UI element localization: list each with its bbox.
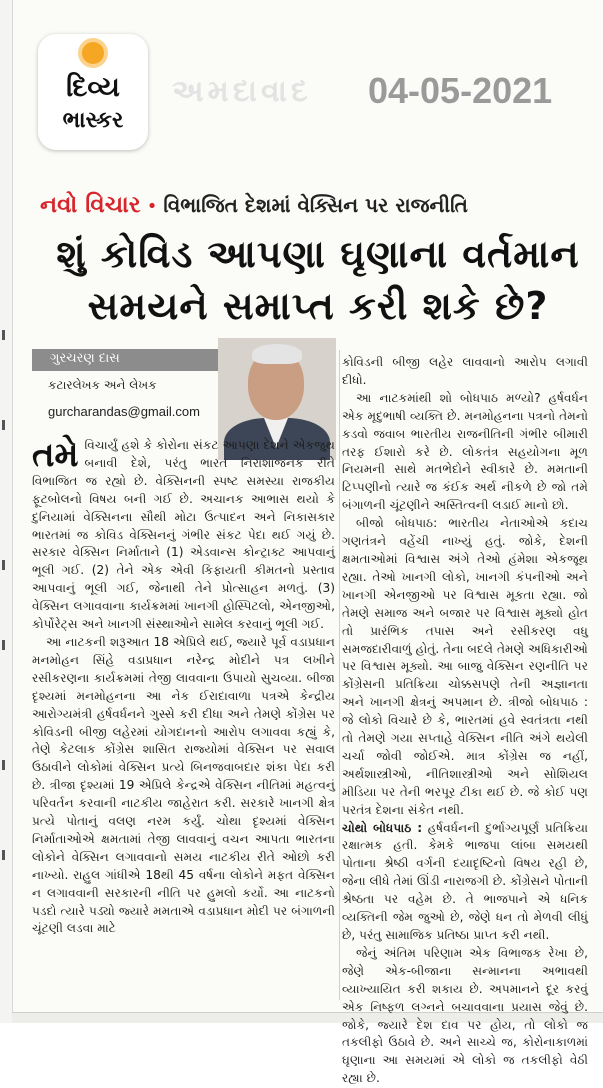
headline-line-1: શું કોવિડ આપણા ઘૃણાના વર્તમાન: [56, 232, 580, 276]
author-role: કટારલેખક અને લેખક: [48, 378, 157, 392]
article-paragraph: [32, 437, 335, 634]
paragraph-text: વિચાર્યું હશે કે કોરોના સંકટ આપણા દેશને એકજુથ બનાવી દેશે, પરંતુ ભારત નિરાશાજનક રીતે વિભાજિત જ રહ્યો છે. વેક્સિનની સ્પષ્ટ સમસ્યા રાજકીય ફૂટબોલનો વિષય બની ગઈ છે. અચાનક આભાસ થયો કે દુનિયામાં વેક્સિનના સૌથી મોટા ઉત્પાદન અને નિકાસકાર ભારતમાં જ કોવિડ વેક્સિનનું ગંભીર સંકટ પેદા થઈ ગયું છે. સરકાર વેક્સિન નિર્માતાને (1) એડવાન્સ કોન્ટ્રાક્ટ આપવાનું ભૂલી ગઈ. (2) તેને એક એવી કિફાયતી કીમતનો પ્રસ્તાવ આપવાનું ભૂલી ગઈ, જેનાથી તેને પ્રોત્સાહન મળતું. (3) વેક્સિન લગાવવાના કાર્યક્રમમાં ખાનગી હોસ્પિટલો, એનજીઓ, કોર્પોરેટ્સ અને ખાનગી સંસ્થાઓને સામેલ કરવાનું ભૂલી ગઈ.: [32, 438, 335, 632]
author-email: gurcharandas@gmail.com: [48, 404, 200, 419]
article-headline: [48, 228, 588, 332]
adjacent-page-edge: [0, 0, 13, 1023]
kicker-separator: •: [146, 196, 158, 217]
sun-icon: [82, 42, 104, 64]
edition-city: અમદાવાદ: [172, 74, 312, 109]
article-paragraph: આ નાટકમાંથી શો બોધપાઠ મળ્યો? હર્ષવર્ધન એક મૃદુભાષી વ્યક્તિ છે. મનમોહનના પત્રનો તેમનો કડવો જવાબ ભારતીય રાજનીતિની ગંભીર બીમારી તરફ ઈશારો કરે છે. લોકતંત્ર સહયોગના મૂળ નિયમની સાથે મતભેદોને સ્વીકારે છે. મમતાની ટિપ્પણીનો ત્યારે જ કંઈક અર્થ નીકળે છે જો તમે બંગાળની ચૂંટણીને અસ્તિત્વની લડાઈ માનો છો.: [342, 390, 588, 513]
publication-logo: [38, 34, 148, 150]
logo-line-2: ભાસ્કર: [62, 108, 124, 133]
kicker-label: નવો વિચાર: [40, 192, 141, 218]
author-name: ગુરચરણ દાસ: [50, 351, 120, 366]
article-paragraph: [342, 820, 588, 945]
lesson-lead: ચોથો બોધપાઠ :: [342, 820, 423, 835]
kicker-topic: વિભાજિત દેશમાં વેક્સિન પર રાજનીતિ: [163, 193, 468, 217]
headline-line-2: સમયને સમાપ્ત કરી શકે છે?: [87, 284, 549, 328]
article-column-left: [32, 437, 335, 938]
section-kicker: [40, 192, 600, 218]
dropcap: તમે: [32, 435, 79, 475]
article-paragraph: જેનું અંતિમ પરિણામ એક વિભાજક રેખા છે, જેણે એક-બીજાના સન્માનના અભાવથી વ્યાખ્યાયિત કરી શકાય છે. અપમાનને દૂર કરવું એક નિષ્ફળ લગ્નને બચાવવાના પ્રયાસ જેવું છે. જોકે, જ્યારે દેશ દાવ પર હોય, તો લોકો જ તકલીફો ઉઠાવે છે. અને સાચ્ચે જ, કોરોનાકાળમાં ઘૃણાના આ સમયમાં એ લોકો જ તકલીફો વેઠી રહ્યા છે.: [342, 945, 588, 1086]
article-paragraph: આ નાટકની શરૂઆત 18 એપ્રિલે થઈ, જ્યારે પૂર્વ વડાપ્રધાન મનમોહન સિંહે વડાપ્રધાન નરેન્દ્ર મોદીને પત્ર લખીને રસીકરણના કાર્યક્રમમાં તેજી લાવવાના ઉપાયો સુચવ્યા. બીજા દૃશ્યમાં મનમોહનના આ નેક ઈરાદાવાળા પત્રએ કેન્દ્રીય આરોગ્યમંત્રી હર્ષવર્ધનને ગુસ્સે કરી દીધા અને તેમણે કોંગ્રેસ પર કોવિડની બીજી લહેરમાં યોગદાનનો આરોપ લગાવવા કહ્યું કે, તેણે કેટલાક કોંગ્રેસ શાસિત રાજ્યોમાં વેક્સિન પર સવાલ ઉઠાવીને લોકોમાં વેક્સિન પ્રત્યે બિનજવાબદાર શંકા પેદા કરી છે. ત્રીજા દૃશ્યમાં 19 એપ્રિલે કેન્દ્રએ વેક્સિન નીતિમાં મહત્વનું પરિવર્તન કરવાની નાટકીય જાહેરાત કરી. સરકારે ખાનગી ક્ષેત્ર પ્રત્યે પોતાનું વલણ નરમ કર્યું. ચોથા દૃશ્યમાં વેક્સિન નિર્માતાઓએ ક્ષમતામાં તેજી લાવવાનું વચન આપતા ભારતના લોકોને વેક્સિન લગાવવાનો સમય નાટકીય રીતે ઓછો કરી નાખ્યો. રાહુલ ગાંધીએ 18થી 45 વર્ષના લોકોને મફત વેક્સિન ન લગાવવાની સરકારની નીતિ પર હુમલો કર્યો. આ નાટકનો પડદો ત્યારે પડ્યો જ્યારે મમતાએ વડાપ્રધાન મોદી પર બંગાળની ચૂંટણી લડવા માટે: [32, 634, 335, 936]
paragraph-text: હર્ષવર્ધનની દુર્ભાગ્યપૂર્ણ પ્રતિક્રિયા રક્ષાત્મક હતી. કેમકે ભાજપા લાંબા સમયથી પોતાના શ્રેષ્ઠી વર્ગની દયાદૃષ્ટિનો વિષય રહી છે, જેના લીધે તેમાં ઊંડી નારાજગી છે. કોંગ્રેસને પોતાની શ્રેષ્ઠતા પર વહેમ છે. તે ભાજપાને એ ધનિક વ્યક્તિની જેમ જુઓ છે, જેણે ધન તો મેળવી લીધું છે, પરંતુ સામાજિક પ્રતિષ્ઠા પ્રાપ્ત કરી નથી.: [342, 820, 588, 942]
article-paragraph: કોવિડની બીજી લહેર લાવવાનો આરોપ લગાવી દીધો.: [342, 355, 588, 387]
column-divider: [339, 350, 340, 1000]
article-paragraph: બીજો બોધપાઠ: ભારતીય નેતાઓએ કદાચ ગણતંત્રને વહેંચી નાખ્યું હતું. જોકે, દેશની ક્ષમતાઓમાં વિશ્વાસ અંગે તેઓ હંમેશા એકજૂથ રહ્યા. તેઓ ખાનગી લોકો, ખાનગી કંપનીઓ અને ખાનગી એનજીઓ પર વિશ્વાસ મૂકતા રહ્યા. જો તેમણે સમાજ અને બજાર પર વિશ્વાસ મૂક્યો હોત તો પ્રારંભિક તપાસ અને રસીકરણ વધુ સમજદારીવાળું હોતું. તેના બદલે તેમણે અધિકારીઓ પર વિશ્વાસ મૂક્યો. આ બાજુ વેક્સિન રણનીતિ પર કોંગ્રેસની પ્રતિક્રિયા ચોક્કસપણે તેની અજ્ઞાનતા અને ખાનગી ક્ષેત્રનું અપમાન છે. ત્રીજો બોધપાઠ : જે લોકો વિચારે છે કે, ભારતમાં હવે સ્વતંત્રતા નથી તો તેમણે ગયા સપ્તાહે વેક્સિન નીતિ અંગે થયેલી ચર્ચા જોવી જોઈએ. માત્ર કોંગ્રેસ જ નહીં, અર્થશાસ્ત્રીઓ, નીતિશાસ્ત્રીઓ અને સોશિયલ મીડિયા પર તેની ભરપૂર ટીકા થઈ છે. જે કોઈ પણ પરતંત્ર દેશના સંકેત નથી.: [342, 516, 588, 817]
logo-line-1: દિવ્ય: [66, 72, 120, 103]
article-column-right: [342, 354, 588, 1088]
edition-date: 04-05-2021: [368, 70, 553, 111]
